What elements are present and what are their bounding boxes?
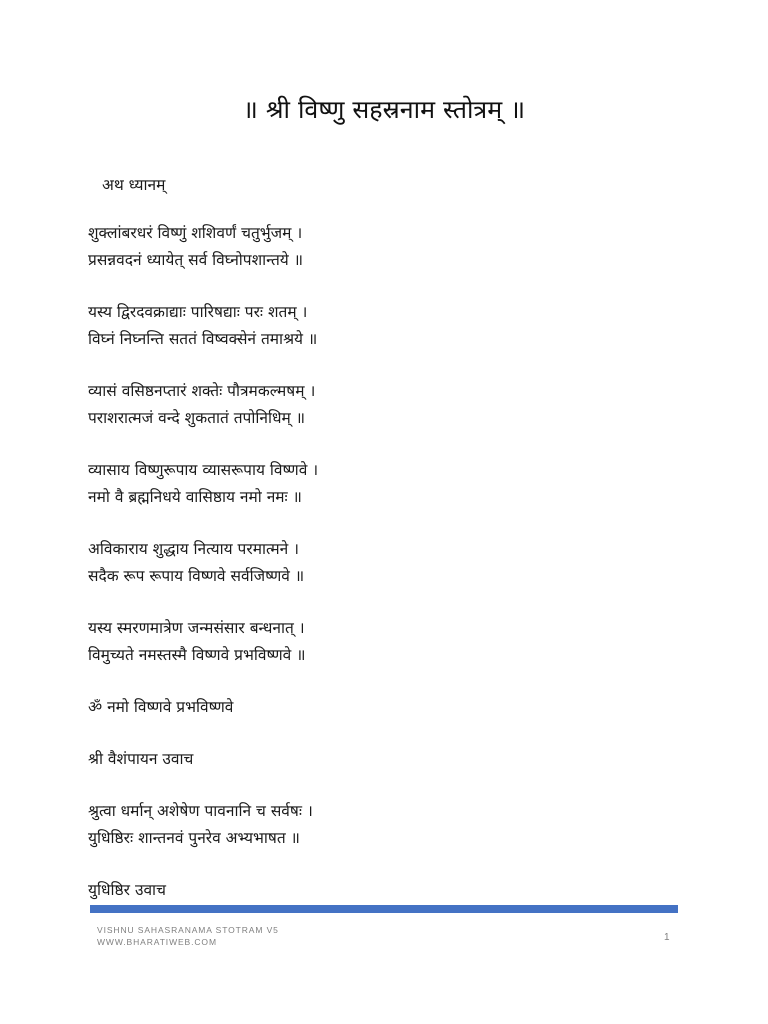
- om-invocation: ॐ नमो विष्णवे प्रभविष्णवे: [88, 698, 234, 716]
- verse-line: व्यासाय विष्णुरूपाय व्यासरूपाय विष्णवे ।: [88, 461, 319, 479]
- speaker-heading-vaishampayana: श्री वैशंपायन उवाच: [88, 750, 194, 768]
- verse-line: नमो वै ब्रह्मनिधये वासिष्ठाय नमो नमः ॥: [88, 488, 302, 506]
- footer-website: WWW.BHARATIWEB.COM: [97, 937, 217, 947]
- verse-line: शुक्लांबरधरं विष्णुं शशिवर्णं चतुर्भुजम् ।: [88, 224, 303, 242]
- verse-line: यस्य द्विरदवक्राद्याः पारिषद्याः परः शतम् ।: [88, 303, 308, 321]
- verse-3: [88, 378, 688, 432]
- verse-line: विघ्नं निघ्नन्ति सततं विष्वक्सेनं तमाश्रये ॥: [88, 330, 318, 348]
- verse-line: यस्य स्मरणमात्रेण जन्मसंसार बन्धनात् ।: [88, 619, 305, 637]
- footer-divider: [90, 905, 678, 913]
- footer-text: [97, 924, 279, 948]
- verse-line: पराशरात्मजं वन्दे शुकतातं तपोनिधिम् ॥: [88, 409, 306, 427]
- verse-2: [88, 299, 688, 353]
- page-title: ॥ श्री विष्णु सहस्रनाम स्तोत्रम् ॥: [242, 95, 526, 124]
- section-heading-dhyanam: अथ ध्यानम्: [102, 176, 166, 194]
- verse-line: प्रसन्नवदनं ध्यायेत् सर्व विघ्नोपशान्तये ॥: [88, 251, 303, 269]
- footer-document-title: VISHNU SAHASRANAMA STOTRAM V5: [97, 925, 279, 935]
- verse-line: अविकाराय शुद्धाय नित्याय परमात्मने ।: [88, 540, 300, 558]
- verse-line: युधिष्ठिरः शान्तनवं पुनरेव अभ्यभाषत ॥: [88, 829, 300, 847]
- verse-4: [88, 457, 688, 511]
- page-number: 1: [664, 932, 670, 943]
- verse-line: श्रुत्वा धर्मान् अशेषेण पावनानि च सर्वषः ।: [88, 802, 313, 820]
- speaker-heading-yudhishthira: युधिष्ठिर उवाच: [88, 881, 166, 899]
- verse-line: व्यासं वसिष्ठनप्तारं शक्तेः पौत्रमकल्मषम् ।: [88, 382, 316, 400]
- verse-7: [88, 798, 688, 852]
- verse-line: विमुच्यते नमस्तस्मै विष्णवे प्रभविष्णवे ॥: [88, 646, 306, 664]
- verse-line: सदैक रूप रूपाय विष्णवे सर्वजिष्णवे ॥: [88, 567, 305, 585]
- verse-5: [88, 536, 688, 590]
- stotram-body: [88, 172, 688, 904]
- verse-6: [88, 615, 688, 669]
- verse-1: [88, 220, 688, 274]
